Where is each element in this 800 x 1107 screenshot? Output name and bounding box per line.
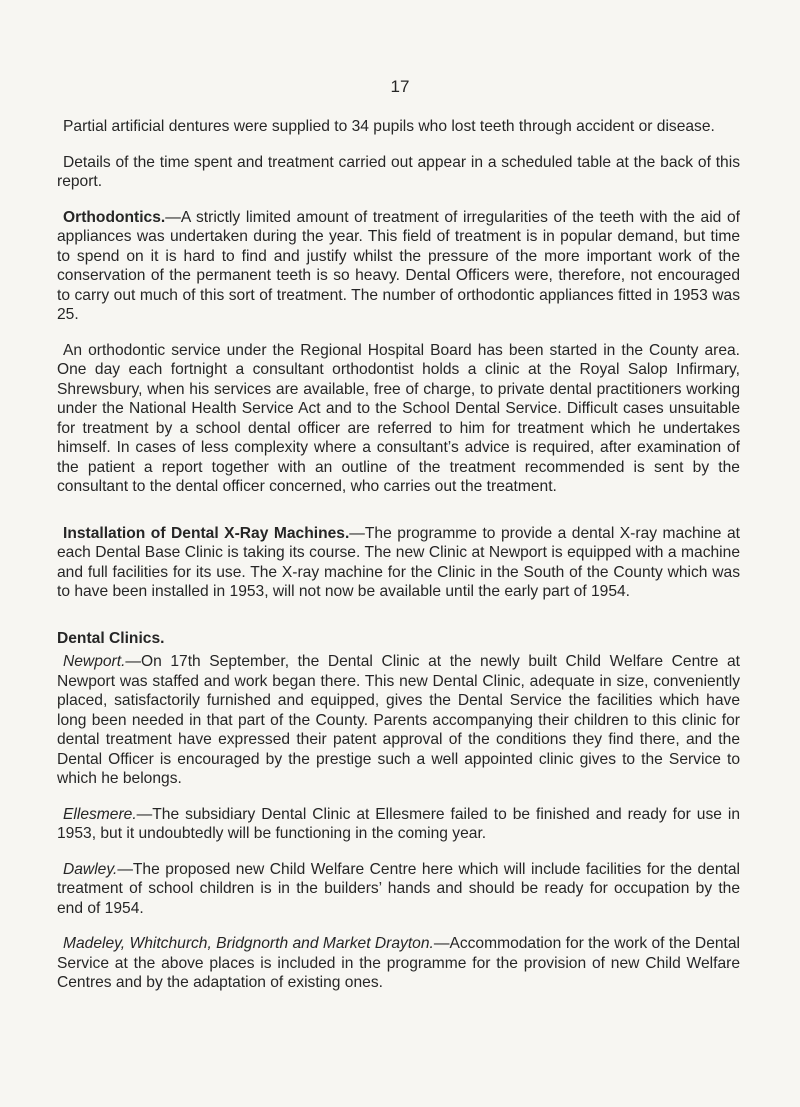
paragraph-dawley <box>57 860 740 919</box>
paragraph-madeley <box>57 934 740 993</box>
dental-clinics-heading: Dental Clinics. <box>57 629 165 647</box>
madeley-label: Madeley, Whitchurch, Bridgnorth and Market Drayton. <box>63 935 434 952</box>
page-number: 17 <box>390 77 410 96</box>
ellesmere-body: —The subsidiary Dental Clinic at Ellesmere failed to be finished and ready for use in 1953, but it undoubtedly will be functioning in the coming year. <box>57 805 740 842</box>
newport-label: Newport. <box>63 653 126 670</box>
document-body <box>57 117 740 1009</box>
paragraph-xray <box>57 524 740 602</box>
orthodontics-body: —A strictly limited amount of treatment of irregularities of the teeth with the aid of appliances was undertaken during the year. This field of treatment is in popular demand, but time to spend on it is hard to find and justify whilst the pressure of the more important work of the conservation of the permanent teeth is so heavy. Dental Officers were, therefore, not encouraged to carry out much of this sort of treatment. The number of orthodontic appliances fitted in 1953 was 25. <box>57 208 740 323</box>
dawley-label: Dawley. <box>63 860 118 878</box>
ellesmere-label: Ellesmere. <box>63 805 137 823</box>
paragraph-details: Details of the time spent and treatment carried out appear in a scheduled table at the back of this report. <box>57 153 740 190</box>
dawley-body: —The proposed new Child Welfare Centre here which will include facilities for the dental treatment of school children is in the builders’ hands and should be ready for occupation by the end of 1954. <box>57 860 740 917</box>
xray-heading: Installation of Dental X-Ray Machines. <box>63 524 350 542</box>
orthodontics-heading: Orthodontics. <box>63 208 166 226</box>
paragraph-newport <box>57 652 740 789</box>
paragraph-ellesmere <box>57 805 740 844</box>
paragraph-dentures: Partial artificial dentures were supplied to 34 pupils who lost teeth through accident or disease. <box>63 118 715 135</box>
xray-body: —The programme to provide a dental X-ray machine at each Dental Base Clinic is taking its course. The new Clinic at Newport is equipped with a machine and full facilities for its use. The X-ray machine for the Clinic in the South of the County which was to have been installed in 1953, will not now be available until the early part of 1954. <box>57 524 740 600</box>
paragraph-orthodontics <box>57 208 740 325</box>
newport-body: —On 17th September, the Dental Clinic at the newly built Child Welfare Centre at Newport was staffed and work began there. This new Dental Clinic, adequate in size, conveniently placed, satisfactorily furnished and equipped, gives the Dental Service the facilities which have long been needed in that part of the County. Parents accompanying their children to this clinic for dental treatment have expressed their patent approval of the conditions they find there, and the Dental Officer is encouraged by the prestige such a well appointed clinic gives to the Service to which he belongs. <box>57 653 740 787</box>
paragraph-orthodontic-service: An orthodontic service under the Regional Hospital Board has been started in the County area. One day each fortnight a consultant orthodontist holds a clinic at the Royal Salop Infirmary, Shrewsbury, when his services are available, free of charge, to private dental practitioners working under the National Health Service Act and to the School Dental Service. Difficult cases unsuitable for treatment by a school dental officer are referred to him for treatment which he undertakes himself. In cases of less complexity where a consultant’s advice is required, after examination of the patient a report together with an outline of the treatment recommended is sent by the consultant to the dental officer concerned, who carries out the treatment. <box>57 341 740 495</box>
madeley-body: —Accommodation for the work of the Dental Service at the above places is included in the programme for the provision of new Child Welfare Centres and by the adaptation of existing ones. <box>57 935 741 991</box>
